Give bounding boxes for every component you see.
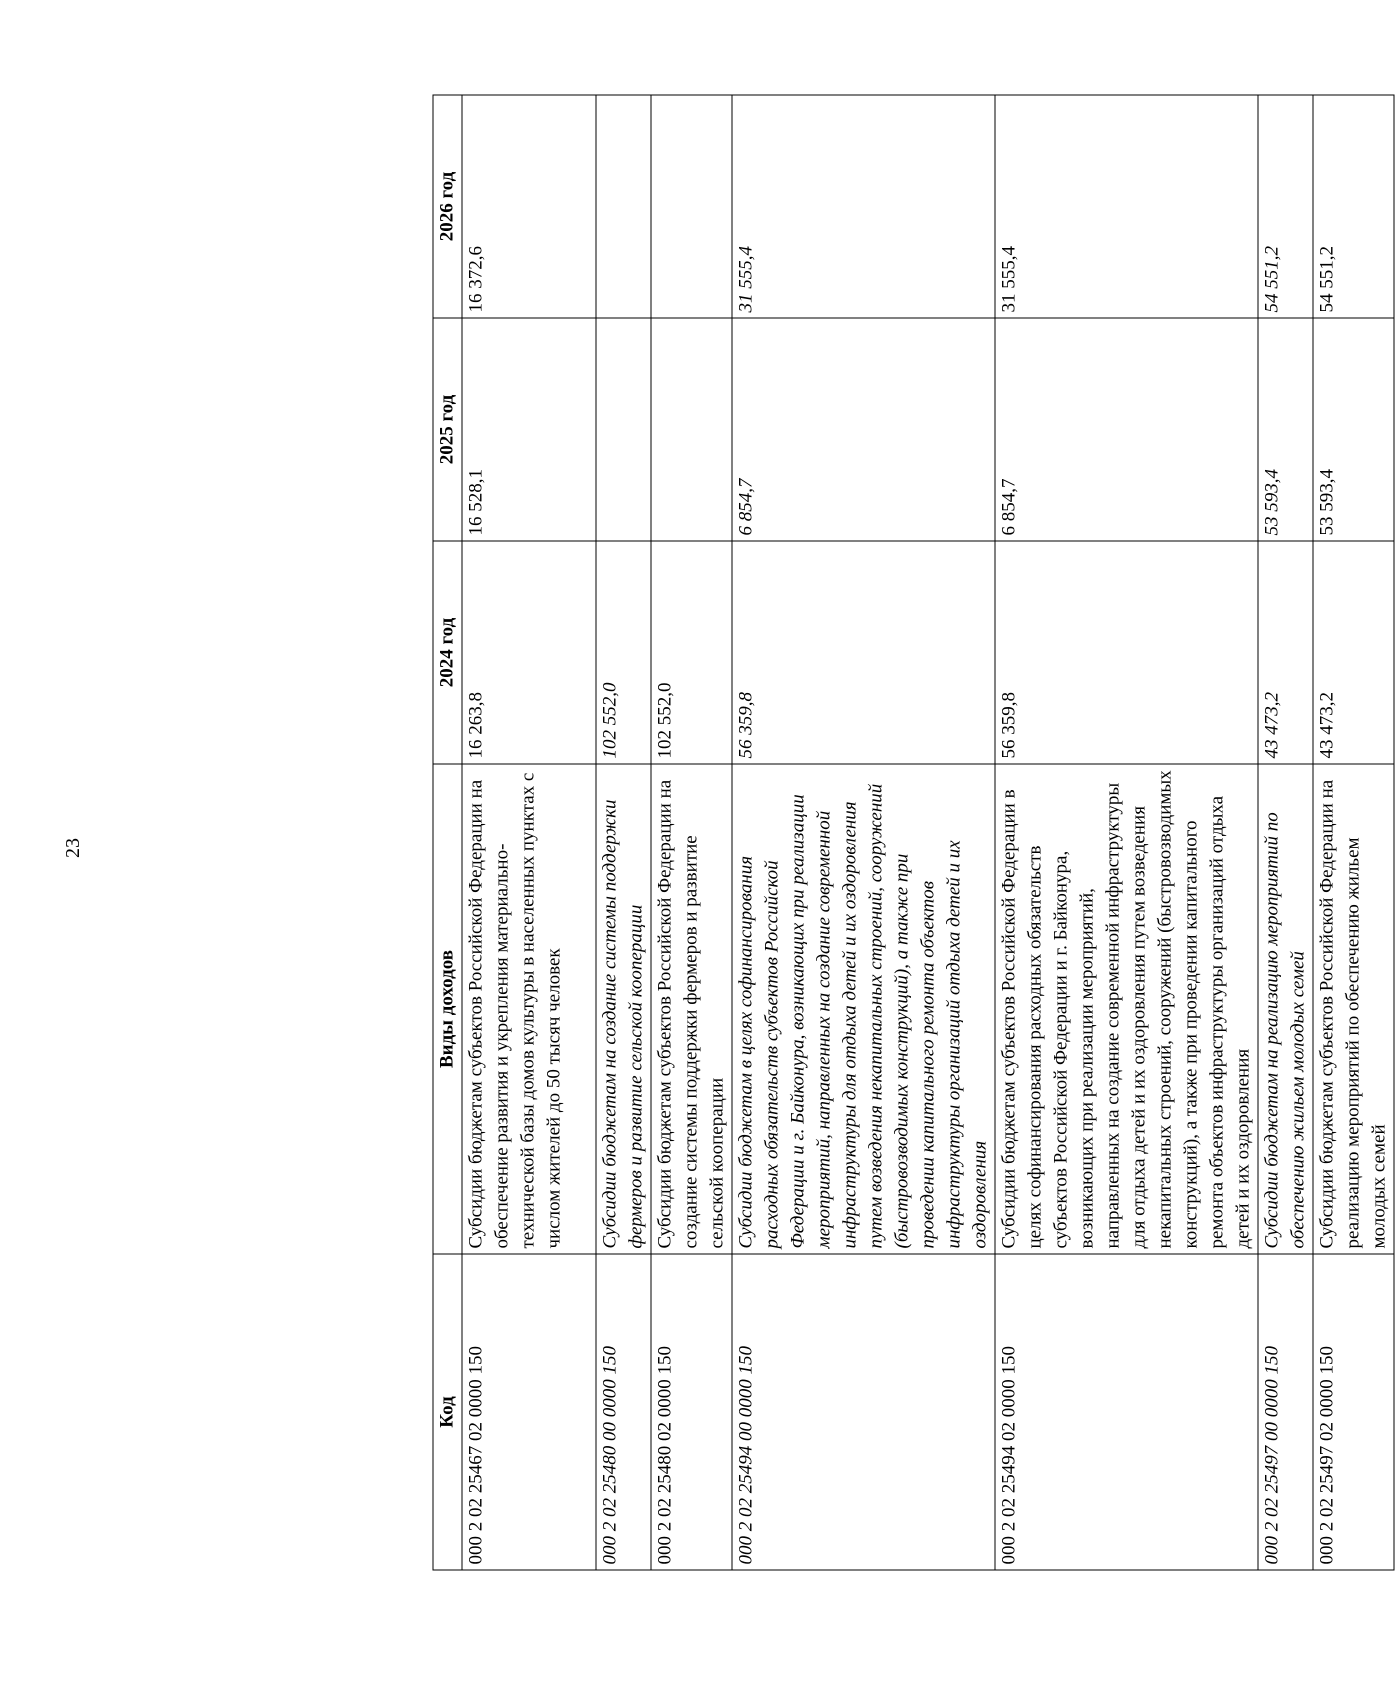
cell-code: 000 2 02 25480 02 0000 150 — [651, 1254, 732, 1570]
cell-2025: 16 528,1 — [462, 318, 596, 541]
cell-2024: 43 473,2 — [1258, 541, 1313, 764]
cell-code: 000 2 02 25494 02 0000 150 — [995, 1254, 1258, 1570]
cell-code: 000 2 02 25494 00 0000 150 — [732, 1254, 995, 1570]
page-number: 23 — [62, 838, 84, 858]
revenue-table-container — [433, 96, 1390, 1571]
header-2024: 2024 год — [433, 541, 462, 764]
header-2026: 2026 год — [433, 95, 462, 318]
cell-2026 — [651, 95, 732, 318]
cell-2024: 102 552,0 — [596, 541, 651, 764]
cell-2025: 53 593,4 — [1258, 318, 1313, 541]
table-row — [651, 95, 732, 1570]
cell-name: Субсидии бюджетам субъектов Российской Федерации в целях софинансирования расходных обязательств субъектов Российской Федерации и г. Байконура, возникающих при реализации мероприятий, направленных на создание современной инфраструктуры для отдыха детей и их оздоровления путем возведения некапитальных строений, сооружений (быстровозводимых конструкций), а также при проведении капитального ремонта объектов инфраструктуры организаций отдыха детей и их оздоровления — [995, 764, 1258, 1254]
cell-2026: 31 555,4 — [995, 95, 1258, 318]
cell-2025: 53 593,4 — [1313, 318, 1394, 541]
cell-2024: 56 359,8 — [995, 541, 1258, 764]
cell-name: Субсидии бюджетам субъектов Российской Федерации на обеспечение развития и укрепления материально-технической базы домов культуры в населенных пунктах с числом жителей до 50 тысяч человек — [462, 764, 596, 1254]
cell-2024: 16 263,8 — [462, 541, 596, 764]
cell-2025: 6 854,7 — [995, 318, 1258, 541]
cell-2024: 56 359,8 — [732, 541, 995, 764]
table-row — [995, 95, 1258, 1570]
cell-2024: 43 473,2 — [1313, 541, 1394, 764]
revenue-table — [433, 95, 1395, 1571]
header-name: Виды доходов — [433, 764, 462, 1254]
cell-2026 — [596, 95, 651, 318]
table-row — [732, 95, 995, 1570]
cell-2025: 6 854,7 — [732, 318, 995, 541]
cell-code: 000 2 02 25467 02 0000 150 — [462, 1254, 596, 1570]
table-header-row — [433, 95, 462, 1570]
cell-2026: 16 372,6 — [462, 95, 596, 318]
cell-name: Субсидии бюджетам на создание системы поддержки фермеров и развитие сельской кооперации — [596, 764, 651, 1254]
table-row — [1313, 95, 1394, 1570]
cell-2026: 31 555,4 — [732, 95, 995, 318]
cell-2026: 54 551,2 — [1258, 95, 1313, 318]
cell-name: Субсидии бюджетам субъектов Российской Федерации на создание системы поддержки фермеров и развитие сельской кооперации — [651, 764, 732, 1254]
cell-code: 000 2 02 25480 00 0000 150 — [596, 1254, 651, 1570]
table-row — [1258, 95, 1313, 1570]
cell-2025 — [651, 318, 732, 541]
cell-code: 000 2 02 25497 02 0000 150 — [1313, 1254, 1394, 1570]
cell-2025 — [596, 318, 651, 541]
cell-2026: 54 551,2 — [1313, 95, 1394, 318]
cell-2024: 102 552,0 — [651, 541, 732, 764]
header-2025: 2025 год — [433, 318, 462, 541]
table-row — [596, 95, 651, 1570]
table-row — [462, 95, 596, 1570]
header-code: Код — [433, 1254, 462, 1570]
cell-name: Субсидии бюджетам на реализацию мероприятий по обеспечению жильем молодых семей — [1258, 764, 1313, 1254]
cell-code: 000 2 02 25497 00 0000 150 — [1258, 1254, 1313, 1570]
cell-name: Субсидии бюджетам субъектов Российской Федерации на реализацию мероприятий по обеспечению жильем молодых семей — [1313, 764, 1394, 1254]
cell-name: Субсидии бюджетам в целях софинансирования расходных обязательств субъектов Российской Федерации и г. Байконура, возникающих при реализации мероприятий, направленных на создание современной инфраструктуры для отдыха детей и их оздоровления путем возведения некапитальных строений, сооружений (быстровозводимых конструкций), а также при проведении капитального ремонта объектов инфраструктуры организаций отдыха детей и их оздоровления — [732, 764, 995, 1254]
